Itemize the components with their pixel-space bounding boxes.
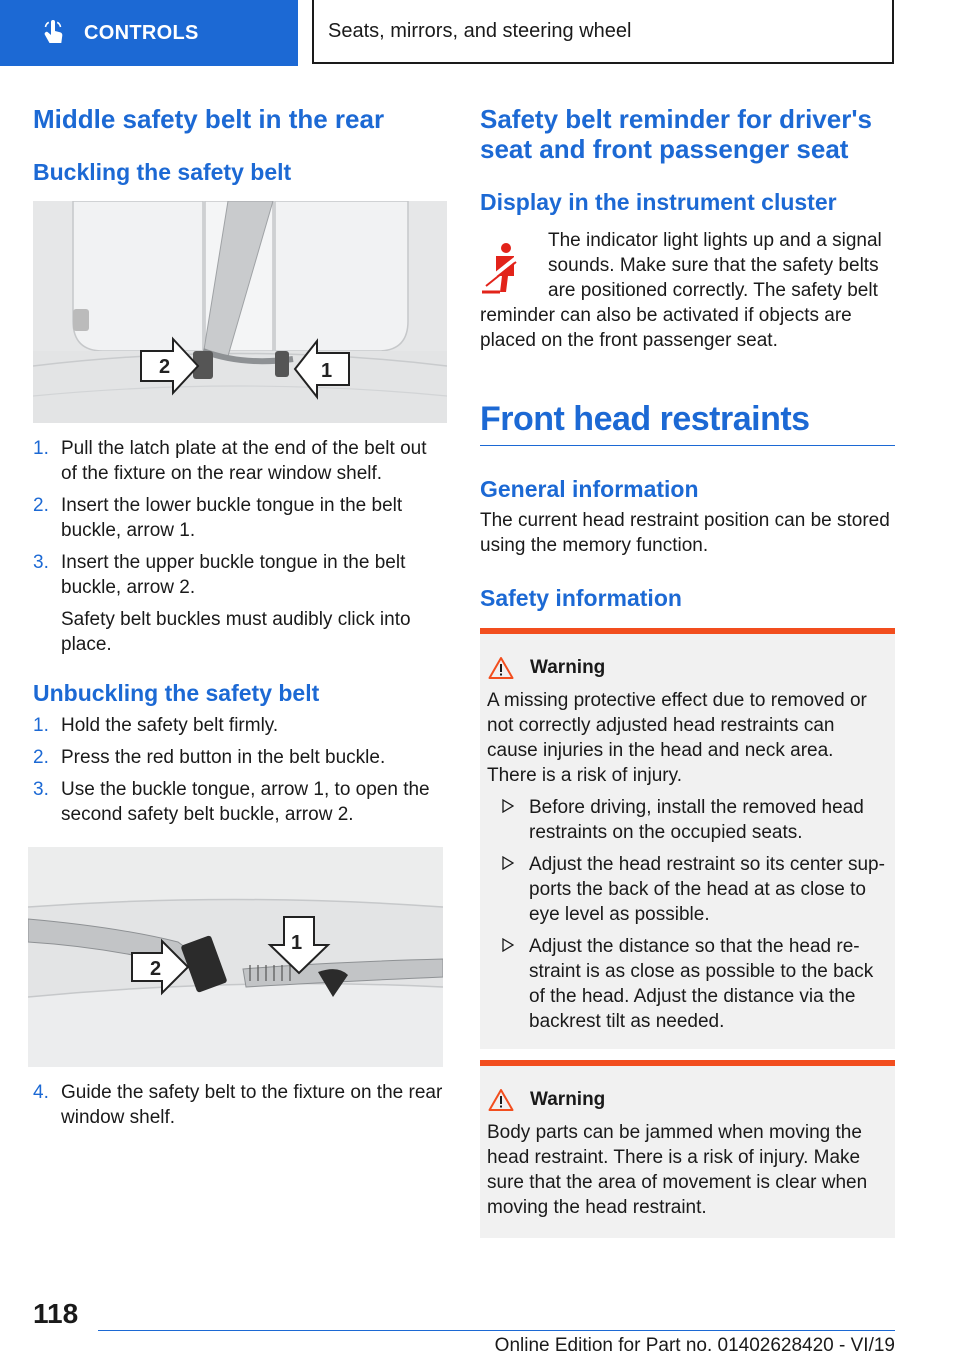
step-note: Safety belt buckles must audibly click into place.: [61, 609, 411, 655]
warning-triangle-icon: [488, 656, 514, 680]
warning-bullets: [487, 795, 885, 1034]
bullet-triangle-icon: [502, 938, 514, 952]
warning-label: Warning: [530, 1089, 606, 1110]
warning-text: A missing protective effect due to removed or not correctly adjusted head restraints can cause injuries in the head and neck area. There is a risk of injury.: [487, 690, 867, 786]
warning-header: [480, 1066, 895, 1112]
warning-box: [480, 1060, 895, 1238]
list-item: 2. Press the red button in the belt buckle.: [33, 747, 386, 768]
arrow-label: 1: [321, 360, 333, 382]
page-number: 118: [33, 1298, 79, 1329]
general-info-text: The current head restraint position can be stored using the memory function.: [480, 510, 890, 556]
warning-text: Body parts can be jammed when moving the head restraint. There is a risk of injury. Make sure that the area of movement is clear when moving the head restraint.: [487, 1122, 868, 1218]
buckling-illustration: [33, 201, 447, 423]
warning-label: Warning: [530, 657, 606, 678]
warning-body: [480, 680, 895, 1034]
edition-text: Online Edition for Part no. 01402628420 - VI/19: [494, 1335, 895, 1356]
warning-body: [480, 1112, 895, 1220]
left-column: [33, 96, 447, 1137]
chapter-tab-label: CONTROLS: [84, 21, 199, 44]
list-item: 2. Insert the lower buckle tongue in the belt buckle, arrow 1.: [33, 495, 403, 541]
right-column: [480, 96, 895, 1238]
section-tab-label: Seats, mirrors, and steering wheel: [328, 19, 632, 42]
arrow-label: 2: [159, 356, 171, 378]
warning-header: [480, 634, 895, 680]
list-item: Before driving, install the removed head restraints on the occupied seats.: [487, 795, 885, 845]
unbuckling-steps: [33, 713, 447, 827]
list-item: 4. Guide the safety belt to the fixture on the rear window shelf.: [33, 1082, 443, 1128]
warning-box: [480, 628, 895, 1049]
seatbelt-indicator-icon: [480, 242, 524, 296]
list-item: Adjust the head restraint so its center supports the back of the head at as close to eye level as possible.: [487, 852, 885, 927]
list-item: Adjust the distance so that the head restraint is as close as possible to the back of the head. Adjust the distance via the backrest tilt as needed.: [487, 934, 885, 1034]
unbuckling-heading: Unbuckling the safety belt: [33, 680, 320, 706]
buckling-heading: Buckling the safety belt: [33, 159, 292, 185]
arrow-label: 1: [291, 932, 303, 954]
heading-rule: [480, 445, 895, 446]
arrow-label: 2: [150, 958, 162, 980]
instrument-cluster-heading: Display in the instrument cluster: [480, 189, 837, 215]
section-tab[interactable]: [312, 0, 894, 64]
list-item: 1. Hold the safety belt firmly.: [33, 715, 279, 736]
bullet-triangle-icon: [502, 799, 514, 813]
hand-pointer-icon: [40, 19, 68, 47]
rear-seat-illustration: [33, 201, 447, 423]
reminder-paragraph: [480, 228, 895, 353]
reminder-heading: Safety belt reminder for driver's seat and front passenger seat: [480, 104, 872, 164]
safety-info-heading: Safety information: [480, 585, 682, 611]
buckling-steps: [33, 436, 447, 657]
list-item: 3. Use the buckle tongue, arrow 1, to open the second safety belt buckle, arrow 2.: [33, 779, 430, 825]
belt-buckle-illustration: [28, 847, 443, 1067]
middle-belt-heading: Middle safety belt in the rear: [33, 104, 385, 134]
chapter-tab[interactable]: [0, 0, 298, 66]
footer-rule: [98, 1330, 895, 1331]
page-header: [0, 0, 960, 66]
list-item: 3. Insert the upper buckle tongue in the belt buckle, arrow 2. Safety belt buckles must audibly click into place.: [33, 550, 447, 657]
unbuckling-final-step: [33, 1080, 447, 1130]
list-item: 1. Pull the latch plate at the end of the belt out of the fixture on the rear window shelf.: [33, 438, 427, 484]
unbuckling-illustration: [28, 847, 443, 1067]
warning-triangle-icon: [488, 1088, 514, 1112]
head-restraints-heading: Front head restraints: [480, 400, 810, 438]
reminder-text: The indicator light lights up and a signal sounds. Make sure that the safety belts are positioned correctly. The safety belt reminder can also be activated if objects are placed on the front passenger seat.: [480, 230, 882, 351]
general-info-heading: General information: [480, 476, 699, 502]
bullet-triangle-icon: [502, 856, 514, 870]
